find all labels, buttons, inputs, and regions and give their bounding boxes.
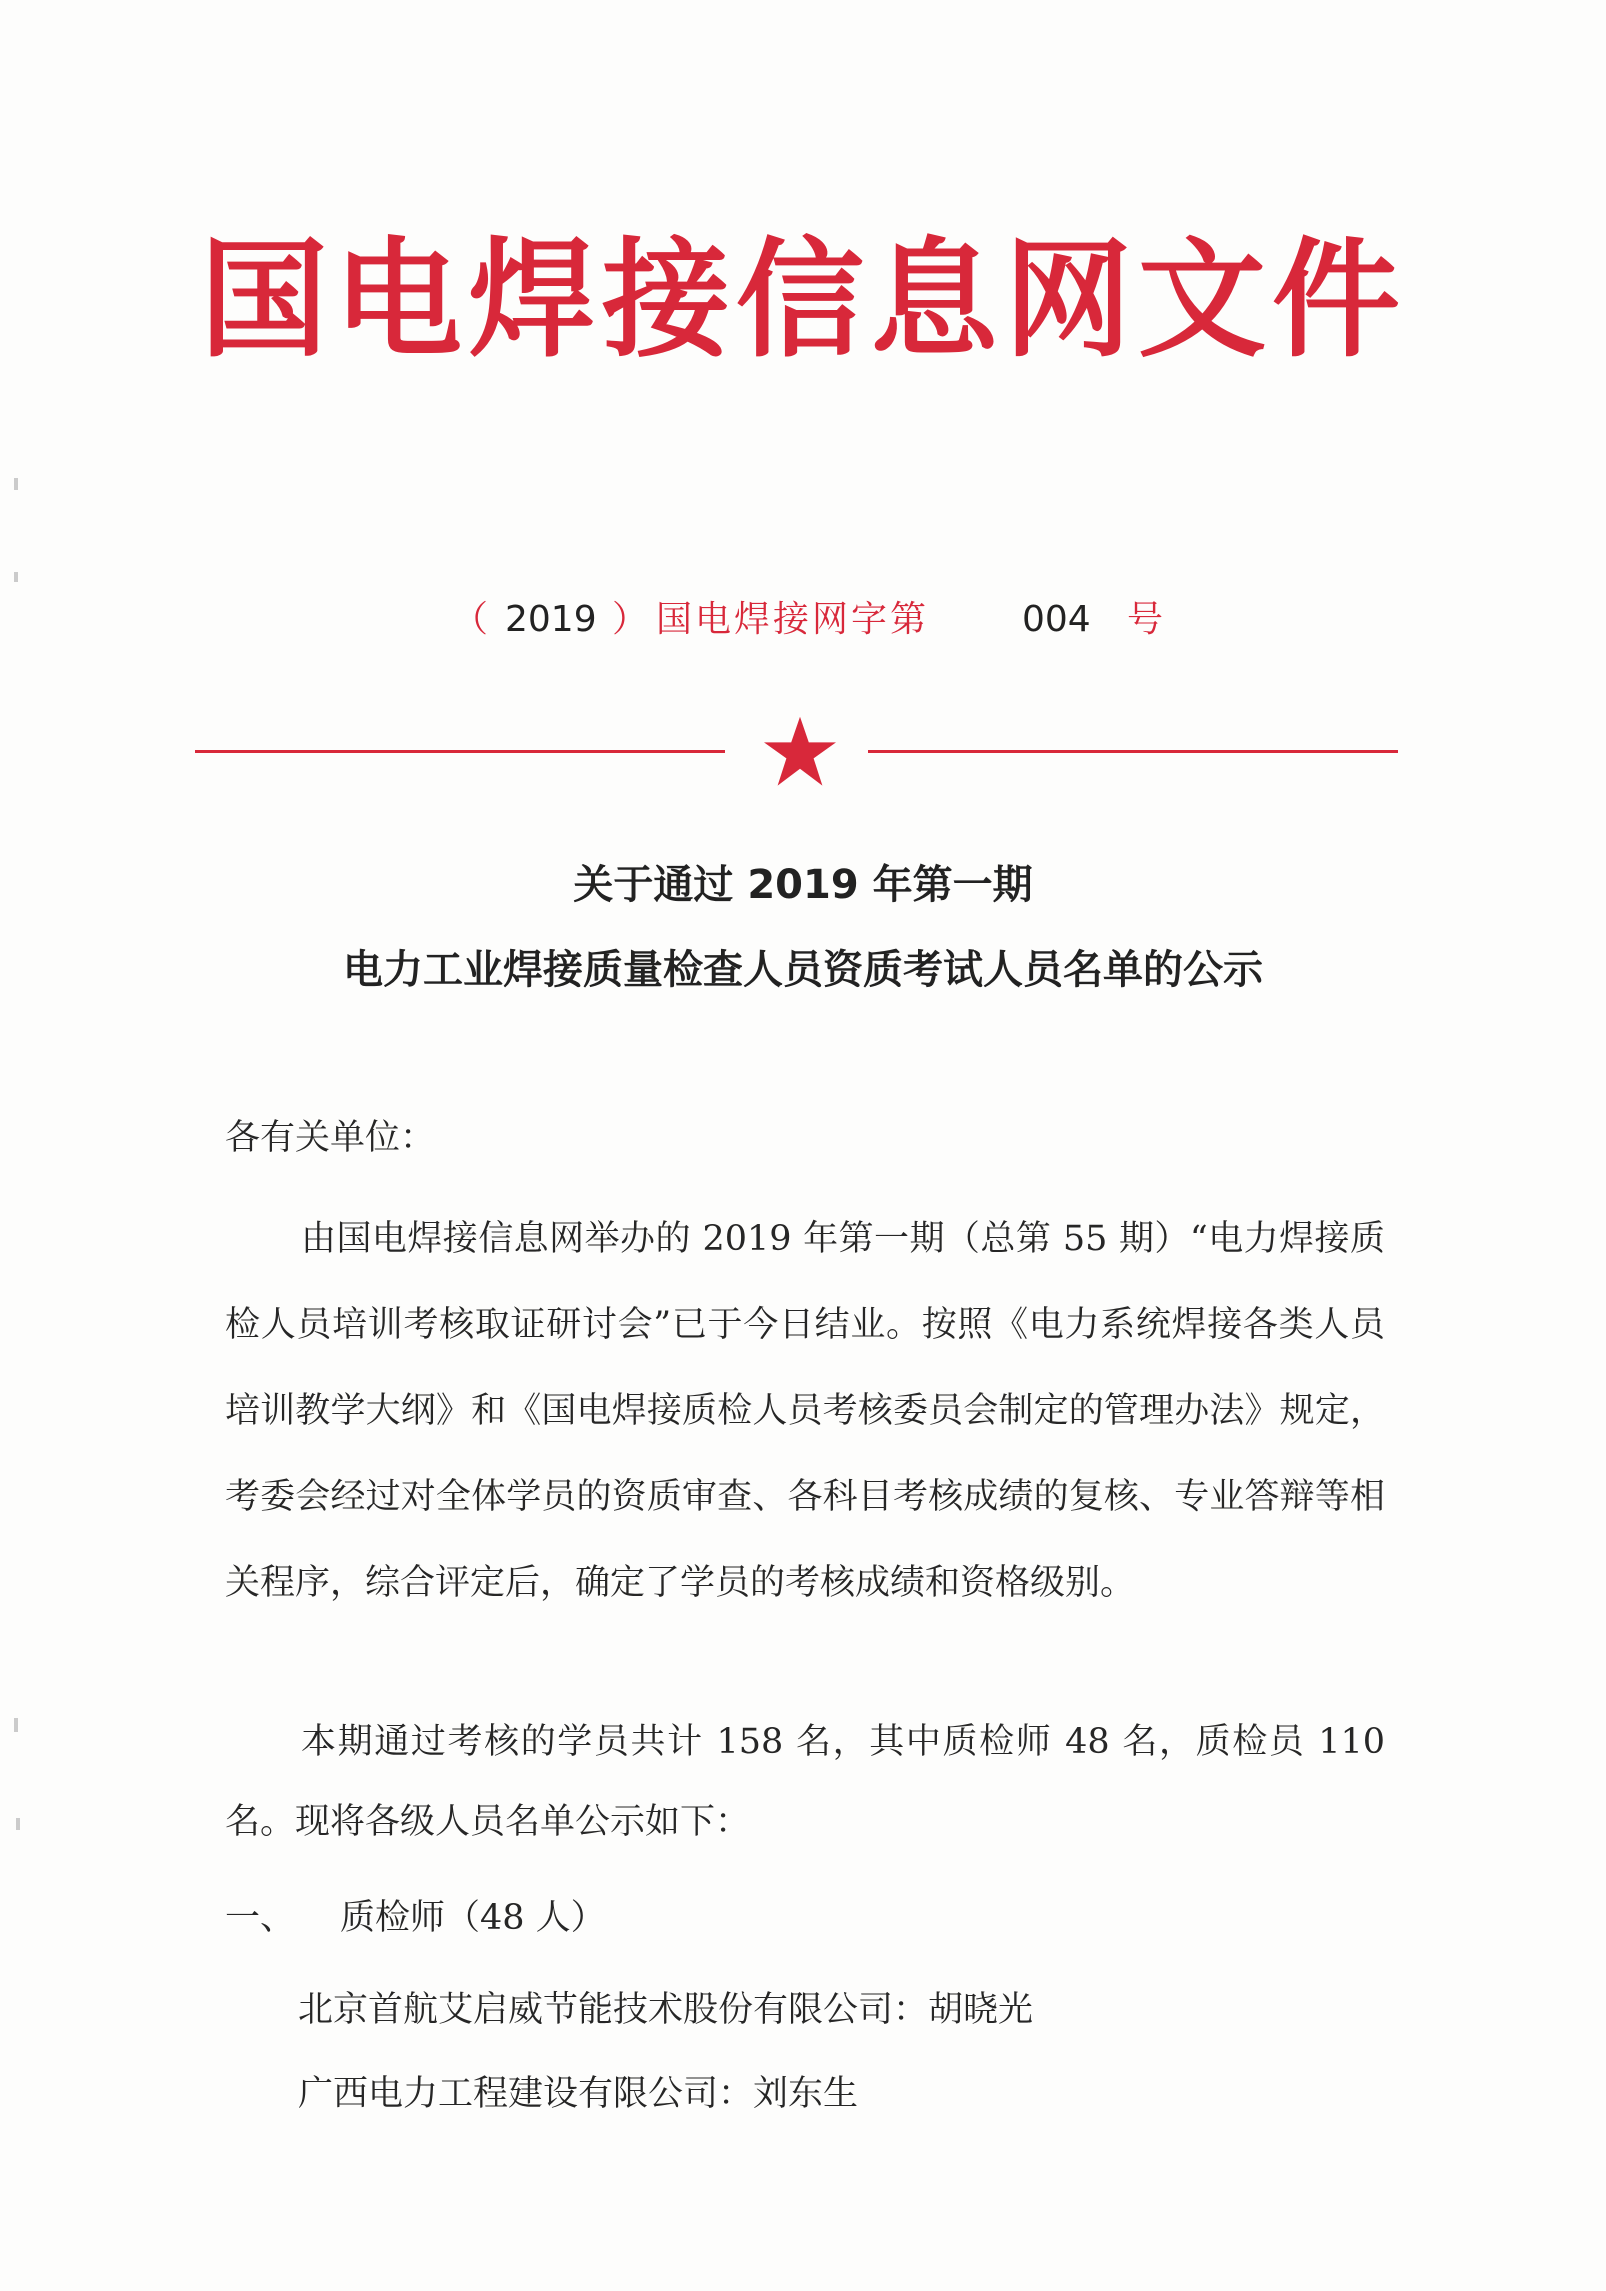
scan-mark [16,1818,20,1830]
list-item: 北京首航艾启威节能技术股份有限公司：胡晓光 [298,1990,1034,2030]
doc-number-value: 004 [1022,599,1091,640]
salutation: 各有关单位： [225,1118,436,1158]
doc-number-year: 2019 [505,599,597,640]
list-item: 广西电力工程建设有限公司：刘东生 [298,2074,859,2114]
body-paragraph-2: 本期通过考核的学员共计 158 名，其中质检师 48 名，质检员 110 名。现将各级人员名单公示如下： [225,1722,1385,1842]
document-number [0,592,1606,648]
notice-title-line-2: 电力工业焊接质量检查人员资质考试人员名单的公示 [343,947,1263,993]
section-1-heading [225,1888,606,1948]
section-1-title: 质检师（48 人） [340,1898,606,1938]
doc-number-open-paren: （ [452,599,489,640]
scan-mark [14,478,18,490]
divider-line-right [868,750,1398,753]
doc-number-suffix: 号 [1127,599,1164,640]
star-icon [760,712,840,792]
doc-number-prefix: 国电焊接网字第 [656,599,930,640]
scan-mark [14,1718,18,1732]
body-paragraph-1: 由国电焊接信息网举办的 2019 年第一期（总第 55 期）“电力焊接质检人员培训考核取证研讨会”已于今日结业。按照《电力系统焊接各类人员培训教学大纲》和《国电焊接质检人员考核委员会制定的管理办法》规定，考委会经过对全体学员的资质审查、各科目考核成绩的复核、专业答辩等相关程序，综合评定后，确定了学员的考核成绩和资格级别。 [225,1219,1385,1603]
masthead-title: 国电焊接信息网文件 [199,225,1406,375]
notice-title-line-1: 关于通过 2019 年第一期 [573,862,1033,908]
scan-mark [14,572,18,582]
doc-number-close-paren: ） [612,599,649,640]
divider-line-left [195,750,725,753]
section-1-number: 一、 [225,1898,296,1938]
